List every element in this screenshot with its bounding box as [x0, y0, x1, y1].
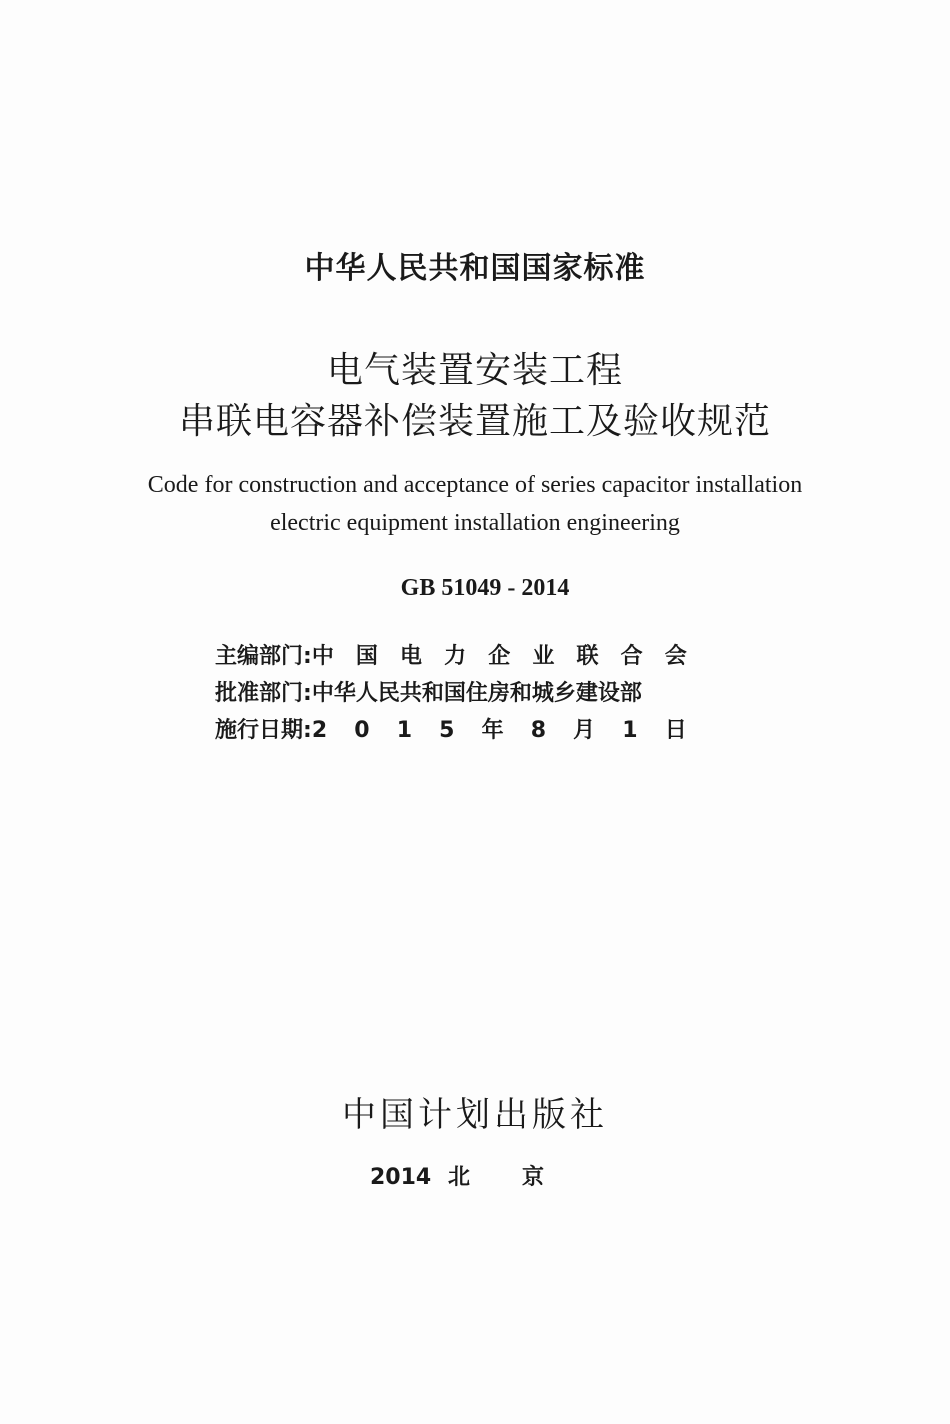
- date-char: 8: [530, 718, 547, 743]
- editor-char: 力: [444, 644, 467, 669]
- editor-value: [312, 638, 687, 675]
- editor-char: 会: [664, 644, 687, 669]
- title-cn-line-1: 电气装置安装工程: [326, 350, 623, 391]
- title-en-line-1: Code for construction and acceptance of series capacitor installation: [147, 472, 803, 498]
- date-char: 2: [311, 718, 328, 743]
- effective-date-label: 施行日期:: [215, 718, 312, 743]
- editor-char: 企: [488, 644, 511, 669]
- national-standard-heading: 中华人民共和国国家标准: [304, 251, 646, 286]
- publication-city-char-2: 京: [522, 1165, 545, 1190]
- date-char: 月: [573, 718, 596, 743]
- title-en-line-2: electric equipment installation engineering: [270, 510, 680, 536]
- standard-code: GB 51049 - 2014: [400, 575, 570, 601]
- editor-row: [215, 638, 715, 675]
- title-cn-line-2: 串联电容器补偿装置施工及验收规范: [178, 401, 771, 442]
- date-char: 0: [354, 718, 370, 743]
- editor-label: 主编部门:: [215, 644, 312, 669]
- effective-date-row: [215, 712, 715, 749]
- effective-date-value: [312, 712, 687, 749]
- approver-row: [215, 675, 715, 712]
- date-char: 年: [481, 718, 504, 743]
- editor-char: 中: [311, 644, 334, 669]
- editor-char: 国: [355, 644, 378, 669]
- date-char: 日: [664, 718, 687, 743]
- info-block: [215, 638, 715, 749]
- approver-value: 中华人民共和国住房和城乡建设部: [311, 681, 642, 706]
- publisher-name: 中国计划出版社: [342, 1095, 608, 1135]
- editor-char: 电: [400, 644, 423, 669]
- publication-place-line: [370, 1160, 544, 1191]
- date-char: 5: [439, 718, 455, 743]
- date-char: 1: [396, 718, 412, 743]
- publication-city-char-1: 北: [448, 1165, 471, 1190]
- editor-char: 合: [620, 644, 643, 669]
- editor-char: 联: [576, 644, 599, 669]
- editor-char: 业: [532, 644, 555, 669]
- approver-label: 批准部门:: [215, 681, 312, 706]
- publication-year: 2014: [370, 1165, 432, 1190]
- date-char: 1: [622, 718, 638, 743]
